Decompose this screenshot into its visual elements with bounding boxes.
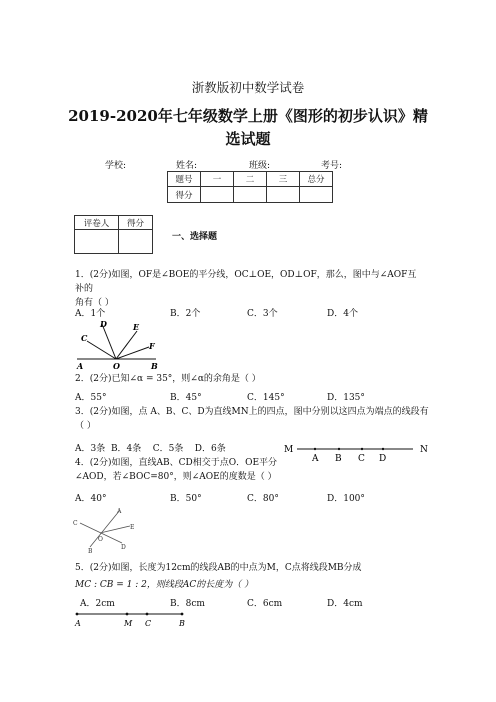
question-3 xyxy=(75,405,435,433)
point-b xyxy=(338,448,340,450)
exam-subtitle: 浙教版初中数学试卷 xyxy=(191,80,305,95)
label-e: E xyxy=(133,322,140,332)
ray-oc xyxy=(87,341,116,359)
question-5-text-cont: MC : CB = 1 : 2，则线段AC的长度为（ ） xyxy=(75,580,254,590)
q1-option-b[interactable]: B．2个 xyxy=(170,309,201,319)
label-d: D xyxy=(379,454,387,464)
label-a: A xyxy=(75,619,81,628)
score-input-cell[interactable] xyxy=(300,187,333,203)
score-header-cell: 二 xyxy=(234,172,267,187)
question-5-text: 5．(2分)如图，长度为12cm的线段AB的中点为M，C点将线段MB分成 xyxy=(75,563,362,573)
q2-option-a[interactable]: A．55° xyxy=(75,393,107,403)
label-c: C xyxy=(81,333,88,343)
score-input-cell[interactable] xyxy=(267,187,300,203)
label-d: D xyxy=(121,544,126,551)
q5-option-c[interactable]: C．6cm xyxy=(247,599,283,609)
q3-line-figure xyxy=(283,440,431,464)
point-m xyxy=(126,613,129,616)
q5-segment-figure xyxy=(72,608,192,630)
line-ab xyxy=(90,510,120,547)
score-table xyxy=(167,171,333,203)
name-label: 姓名: xyxy=(176,161,198,171)
label-b: B xyxy=(151,361,158,371)
point-a xyxy=(314,448,316,450)
label-c: C xyxy=(358,454,365,464)
point-a xyxy=(76,613,79,616)
label-b: B xyxy=(88,548,93,555)
exam-title xyxy=(40,105,456,151)
score-row-label: 得分 xyxy=(168,187,201,203)
question-2-text: 2．(2分)已知∠α = 35°，则∠α的余角是（ ） xyxy=(75,374,261,384)
point-c xyxy=(146,613,149,616)
q1-angle-figure xyxy=(72,318,167,372)
label-d: D xyxy=(100,319,107,329)
question-3-text: 3．(2分)如图，点 A、B、C、D为直线MN上的四点，图中分别以这四点为端点的线段有 xyxy=(75,407,429,417)
grader-table xyxy=(74,215,153,254)
label-b: B xyxy=(179,619,185,628)
q5-option-a[interactable]: A．2cm xyxy=(80,599,115,609)
label-c: C xyxy=(73,520,78,527)
number-label: 考号: xyxy=(321,161,343,171)
question-5 xyxy=(75,560,435,594)
ray-od xyxy=(102,324,116,359)
grader-header-cell: 得分 xyxy=(119,216,153,230)
q2-option-c[interactable]: C．145° xyxy=(247,393,285,403)
label-b: B xyxy=(335,454,342,464)
label-a: A xyxy=(117,508,122,515)
exam-title-line2: 选试题 xyxy=(225,130,271,148)
score-header-cell: 总分 xyxy=(300,172,333,187)
score-header-cell: 三 xyxy=(267,172,300,187)
q4-intersect-figure xyxy=(72,505,142,555)
q2-option-b[interactable]: B．45° xyxy=(170,393,202,403)
q5-option-b[interactable]: B．8cm xyxy=(170,599,205,609)
question-1 xyxy=(75,268,420,310)
label-o: O xyxy=(98,536,103,543)
label-m: M xyxy=(124,619,133,628)
q2-option-d[interactable]: D．135° xyxy=(327,393,365,403)
label-e: E xyxy=(130,524,135,531)
point-d xyxy=(382,448,384,450)
q1-option-a[interactable]: A．1个 xyxy=(75,309,106,319)
school-label: 学校: xyxy=(105,161,127,171)
question-4-text-cont: ∠AOD，若∠BOC=80°，则∠AOE的度数是（ ） xyxy=(75,472,277,482)
point-b xyxy=(181,613,184,616)
grader-header-cell: 评卷人 xyxy=(75,216,119,230)
q4-option-b[interactable]: B．50° xyxy=(170,494,202,504)
class-label: 班级: xyxy=(249,161,271,171)
label-n: N xyxy=(420,445,428,455)
exam-title-line1: 2019-2020年七年级数学上册《图形的初步认识》精 xyxy=(68,107,428,125)
score-header-cell: 一 xyxy=(201,172,234,187)
grader-input-cell[interactable] xyxy=(119,230,153,254)
section-heading: 一、选择题 xyxy=(172,232,218,242)
score-input-cell[interactable] xyxy=(201,187,234,203)
q1-option-c[interactable]: C．3个 xyxy=(247,309,278,319)
point-c xyxy=(361,448,363,450)
label-f: F xyxy=(149,341,155,351)
label-m: M xyxy=(284,445,294,455)
label-o: O xyxy=(113,361,120,371)
label-c: C xyxy=(145,619,152,628)
question-1-text-cont: 角有（ ） xyxy=(75,298,114,308)
grader-input-cell[interactable] xyxy=(75,230,119,254)
q5-option-d[interactable]: D．4cm xyxy=(327,599,363,609)
q1-option-d[interactable]: D．4个 xyxy=(327,309,358,319)
q4-option-d[interactable]: D．100° xyxy=(327,494,365,504)
q4-option-c[interactable]: C．80° xyxy=(247,494,279,504)
label-a: A xyxy=(77,361,84,371)
question-3-text-cont: （ ） xyxy=(75,421,96,431)
q3-options[interactable]: A．3条 B．4条 C．5条 D．6条 xyxy=(75,444,226,454)
question-1-text: 1．(2分)如图，OF是∠BOE的平分线，OC⊥OE，OD⊥OF，那么，图中与∠AOF互补的 xyxy=(75,270,417,294)
question-4-text: 4．(2分)如图，直线AB、CD相交于点O．OE平分 xyxy=(75,458,278,468)
q4-option-a[interactable]: A．40° xyxy=(75,494,107,504)
score-input-cell[interactable] xyxy=(234,187,267,203)
score-header-cell: 题号 xyxy=(168,172,201,187)
label-a: A xyxy=(312,454,319,464)
question-4 xyxy=(75,456,295,484)
